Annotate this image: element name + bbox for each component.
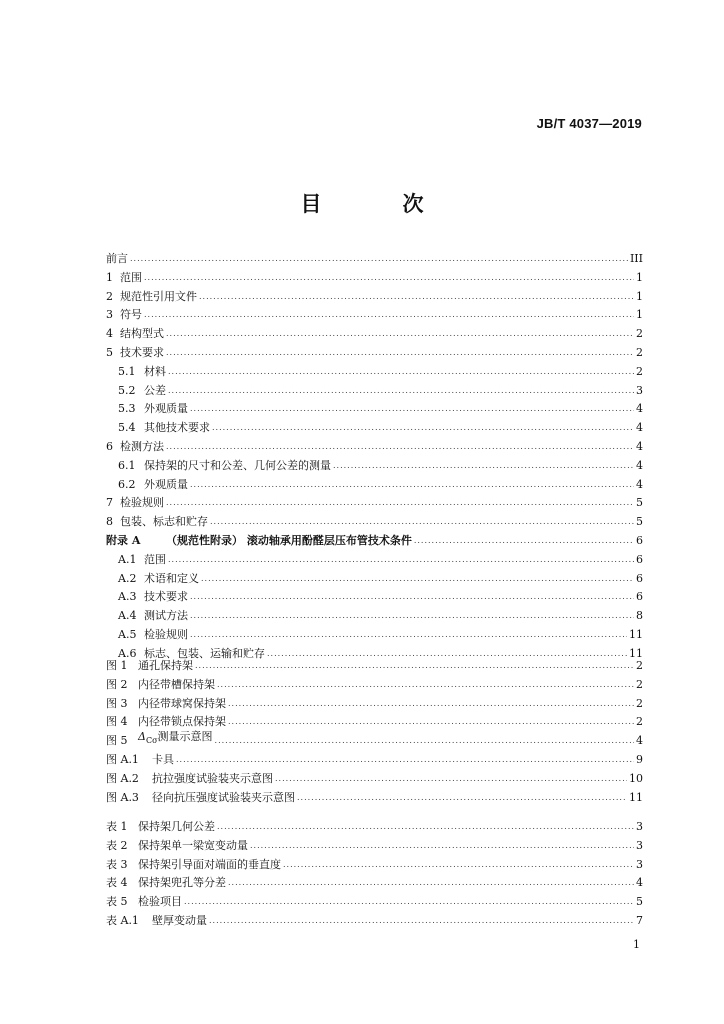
leader-dots xyxy=(228,697,634,711)
entry-page-number: 1 xyxy=(636,308,643,322)
leader-dots xyxy=(190,478,634,492)
figure-entry[interactable] xyxy=(106,695,643,711)
entry-number: 表 A.1 xyxy=(106,914,139,927)
toc-entry[interactable] xyxy=(106,551,643,567)
leader-dots xyxy=(195,659,634,673)
entry-title: 保持架引导面对端面的垂直度 xyxy=(138,857,281,871)
entry-page-number: 5 xyxy=(636,515,643,529)
leader-dots xyxy=(199,290,634,304)
leader-dots xyxy=(144,271,634,285)
entry-page-number: 4 xyxy=(636,876,643,890)
entry-page-number: III xyxy=(629,252,643,265)
leader-dots xyxy=(250,839,634,853)
entry-title: 保持架几何公差 xyxy=(138,820,215,833)
leader-dots xyxy=(217,678,634,692)
entry-page-number: 4 xyxy=(636,421,643,435)
entry-page-number: 11 xyxy=(629,646,643,660)
entry-page-number: 2 xyxy=(636,364,643,378)
entry-page-number: 6 xyxy=(636,534,643,547)
entry-page-number: 3 xyxy=(636,383,643,397)
entry-number: 5 xyxy=(106,346,113,359)
leader-dots xyxy=(130,252,628,266)
leader-dots xyxy=(333,459,634,473)
entry-page-number: 4 xyxy=(636,440,643,453)
table-entry[interactable] xyxy=(106,856,643,872)
leader-dots xyxy=(275,772,627,786)
toc-entry[interactable] xyxy=(106,419,643,435)
leader-dots xyxy=(166,327,634,341)
entry-page-number: 2 xyxy=(636,715,643,729)
entry-title xyxy=(138,730,213,748)
entry-title: 材料 xyxy=(144,364,166,378)
entry-number: 附录 A xyxy=(106,534,141,547)
entry-title: 检验规则 xyxy=(144,628,188,641)
figure-entry[interactable] xyxy=(106,657,643,673)
leader-dots xyxy=(228,715,634,729)
figure-entry[interactable] xyxy=(106,770,643,786)
entry-page-number: 6 xyxy=(636,552,643,566)
figure-entry[interactable] xyxy=(106,676,643,692)
leader-dots xyxy=(190,402,634,416)
entry-title: 卡具 xyxy=(152,753,174,766)
entry-page-number: 6 xyxy=(636,571,643,585)
leader-dots xyxy=(168,365,634,379)
entry-title: 包装、标志和贮存 xyxy=(120,515,208,529)
entry-page-number: 2 xyxy=(636,677,643,691)
table-entry[interactable] xyxy=(106,893,643,909)
entry-page-number: 10 xyxy=(629,771,643,785)
entry-title: 检验规则 xyxy=(120,496,164,510)
entry-page-number: 6 xyxy=(636,590,643,604)
entry-title: 保持架的尺寸和公差、几何公差的测量 xyxy=(144,458,331,472)
entry-number: A.5 xyxy=(118,628,137,641)
entry-page-number: 3 xyxy=(636,857,643,871)
entry-title: 结构型式 xyxy=(120,327,164,341)
entry-number: 图 A.2 xyxy=(106,771,139,785)
leader-dots xyxy=(215,734,634,748)
entry-page-number: 2 xyxy=(636,659,643,672)
entry-title: 范围 xyxy=(144,552,166,566)
entry-number: 图 3 xyxy=(106,696,128,710)
toc-entry[interactable] xyxy=(106,626,643,642)
page-number: 1 xyxy=(633,938,640,951)
entry-page-number: 1 xyxy=(636,289,643,303)
entry-page-number: 11 xyxy=(629,790,643,804)
toc-entry[interactable] xyxy=(106,250,643,266)
entry-page-number: 2 xyxy=(636,327,643,341)
entry-number: 表 2 xyxy=(106,838,128,852)
entry-page-number: 5 xyxy=(636,895,643,909)
entry-page-number: 4 xyxy=(636,477,643,491)
entry-title: 公差 xyxy=(144,383,166,397)
entry-title: 壁厚变动量 xyxy=(152,914,207,927)
entry-number: 8 xyxy=(106,515,113,529)
entry-page-number: 8 xyxy=(636,609,643,623)
leader-dots xyxy=(144,308,634,322)
entry-title: 检测方法 xyxy=(120,440,164,453)
entry-title: 内径带槽保持架 xyxy=(138,677,215,691)
entry-title: 内径带锁点保持架 xyxy=(138,715,226,729)
figure-entry[interactable] xyxy=(106,789,643,805)
toc-entry[interactable] xyxy=(106,382,643,398)
entry-title-subscript: Cσ xyxy=(145,736,158,746)
toc-entry[interactable] xyxy=(106,513,643,529)
leader-dots xyxy=(168,553,634,567)
entry-title: 技术要求 xyxy=(144,590,188,604)
entry-title: 内径带球窝保持架 xyxy=(138,696,226,710)
entry-title: 范围 xyxy=(120,270,142,284)
entry-number: 5.3 xyxy=(118,402,136,416)
leader-dots xyxy=(166,440,634,454)
entry-title: 技术要求 xyxy=(120,346,164,359)
entry-page-number: 1 xyxy=(636,270,643,284)
leader-dots xyxy=(212,421,634,435)
figure-entry[interactable] xyxy=(106,751,643,767)
entry-title-symbol: Δ xyxy=(138,730,146,743)
entry-number: 6 xyxy=(106,440,113,453)
entry-page-number: 3 xyxy=(636,820,643,833)
toc-entry[interactable] xyxy=(106,400,643,416)
entry-page-number: 11 xyxy=(629,628,643,641)
entry-title: 保持架单一梁宽变动量 xyxy=(138,838,248,852)
leader-dots xyxy=(414,534,634,548)
leader-dots xyxy=(190,628,627,642)
entry-number: A.4 xyxy=(118,609,137,623)
entry-number: 表 4 xyxy=(106,876,128,890)
toc-entry[interactable] xyxy=(106,325,643,341)
entry-number: 图 5 xyxy=(106,734,128,748)
page-title: 目 次 xyxy=(300,192,454,216)
leader-dots xyxy=(184,895,634,909)
entry-title: 检验项目 xyxy=(138,895,182,909)
leader-dots xyxy=(283,858,634,872)
figure-entry[interactable] xyxy=(106,713,643,729)
entry-title: 符号 xyxy=(120,308,142,322)
entry-number: 图 A.1 xyxy=(106,753,139,766)
entry-title: 术语和定义 xyxy=(144,571,199,585)
toc-entry[interactable] xyxy=(106,457,643,473)
entry-number: 图 1 xyxy=(106,659,128,672)
toc-entry[interactable] xyxy=(106,269,643,285)
entry-title: 径向抗压强度试验装夹示意图 xyxy=(152,790,295,804)
entry-number: A.6 xyxy=(118,646,137,660)
toc-entry[interactable] xyxy=(106,588,643,604)
entry-number: A.2 xyxy=(118,571,137,585)
entry-title: 外观质量 xyxy=(144,402,188,416)
toc-entry[interactable] xyxy=(106,494,643,510)
entry-page-number: 4 xyxy=(636,458,643,472)
entry-number: 5.1 xyxy=(118,364,136,378)
entry-number: A.3 xyxy=(118,590,137,604)
toc-entry[interactable] xyxy=(106,363,643,379)
table-entry[interactable] xyxy=(106,912,643,928)
entry-number: 1 xyxy=(106,270,113,284)
entry-title: 抗拉强度试验装夹示意图 xyxy=(152,771,273,785)
entry-title: 通孔保持架 xyxy=(138,659,193,672)
entry-number: 6.1 xyxy=(118,458,136,472)
leader-dots xyxy=(209,914,634,928)
entry-page-number: 9 xyxy=(636,753,643,766)
entry-number: 5.2 xyxy=(118,383,136,397)
figure-entry[interactable] xyxy=(106,732,643,748)
entry-page-number: 4 xyxy=(636,402,643,416)
toc-entry[interactable] xyxy=(106,288,643,304)
entry-number: 3 xyxy=(106,308,113,322)
table-entry[interactable] xyxy=(106,837,643,853)
toc-entry[interactable] xyxy=(106,570,643,586)
entry-number: 6.2 xyxy=(118,477,136,491)
entry-number: 表 1 xyxy=(106,820,128,833)
leader-dots xyxy=(297,791,627,805)
entry-page-number: 2 xyxy=(636,346,643,359)
entry-title: 前言 xyxy=(106,252,128,265)
entry-number: 图 2 xyxy=(106,677,128,691)
entry-title: （规范性附录） 滚动轴承用酚醛层压布管技术条件 xyxy=(166,534,412,547)
entry-number: 表 5 xyxy=(106,895,128,909)
entry-number: 5.4 xyxy=(118,421,136,435)
entry-number: 7 xyxy=(106,496,113,510)
entry-title: 保持架兜孔等分差 xyxy=(138,876,226,890)
leader-dots xyxy=(210,515,634,529)
toc-entry[interactable] xyxy=(106,438,643,454)
entry-title: 规范性引用文件 xyxy=(120,289,197,303)
leader-dots xyxy=(168,384,634,398)
toc-entry[interactable] xyxy=(106,344,643,360)
toc-entry[interactable] xyxy=(106,607,643,623)
leader-dots xyxy=(176,753,634,767)
entry-page-number: 2 xyxy=(636,696,643,710)
leader-dots xyxy=(166,496,634,510)
leader-dots xyxy=(228,876,634,890)
table-entry[interactable] xyxy=(106,818,643,834)
toc-entry[interactable] xyxy=(106,532,643,548)
leader-dots xyxy=(190,609,634,623)
entry-number: 2 xyxy=(106,289,113,303)
entry-page-number: 5 xyxy=(636,496,643,510)
leader-dots xyxy=(201,572,634,586)
entry-number: 图 A.3 xyxy=(106,790,139,804)
entry-page-number: 4 xyxy=(636,734,643,748)
leader-dots xyxy=(166,346,634,360)
entry-number: 图 4 xyxy=(106,715,128,729)
entry-title-text: 测量示意图 xyxy=(157,730,213,743)
toc-entry[interactable] xyxy=(106,306,643,322)
entry-title: 测试方法 xyxy=(144,609,188,623)
entry-number: A.1 xyxy=(118,552,137,566)
toc-entry[interactable] xyxy=(106,476,643,492)
entry-title: 外观质量 xyxy=(144,477,188,491)
entry-number: 表 3 xyxy=(106,857,128,871)
entry-title: 其他技术要求 xyxy=(144,421,210,435)
entry-page-number: 7 xyxy=(636,914,643,927)
entry-number: 4 xyxy=(106,327,113,341)
leader-dots xyxy=(217,820,634,834)
entry-page-number: 3 xyxy=(636,838,643,852)
standard-code: JB/T 4037—2019 xyxy=(536,116,642,131)
leader-dots xyxy=(190,590,634,604)
entry-title: 标志、包装、运输和贮存 xyxy=(144,646,265,660)
table-entry[interactable] xyxy=(106,874,643,890)
